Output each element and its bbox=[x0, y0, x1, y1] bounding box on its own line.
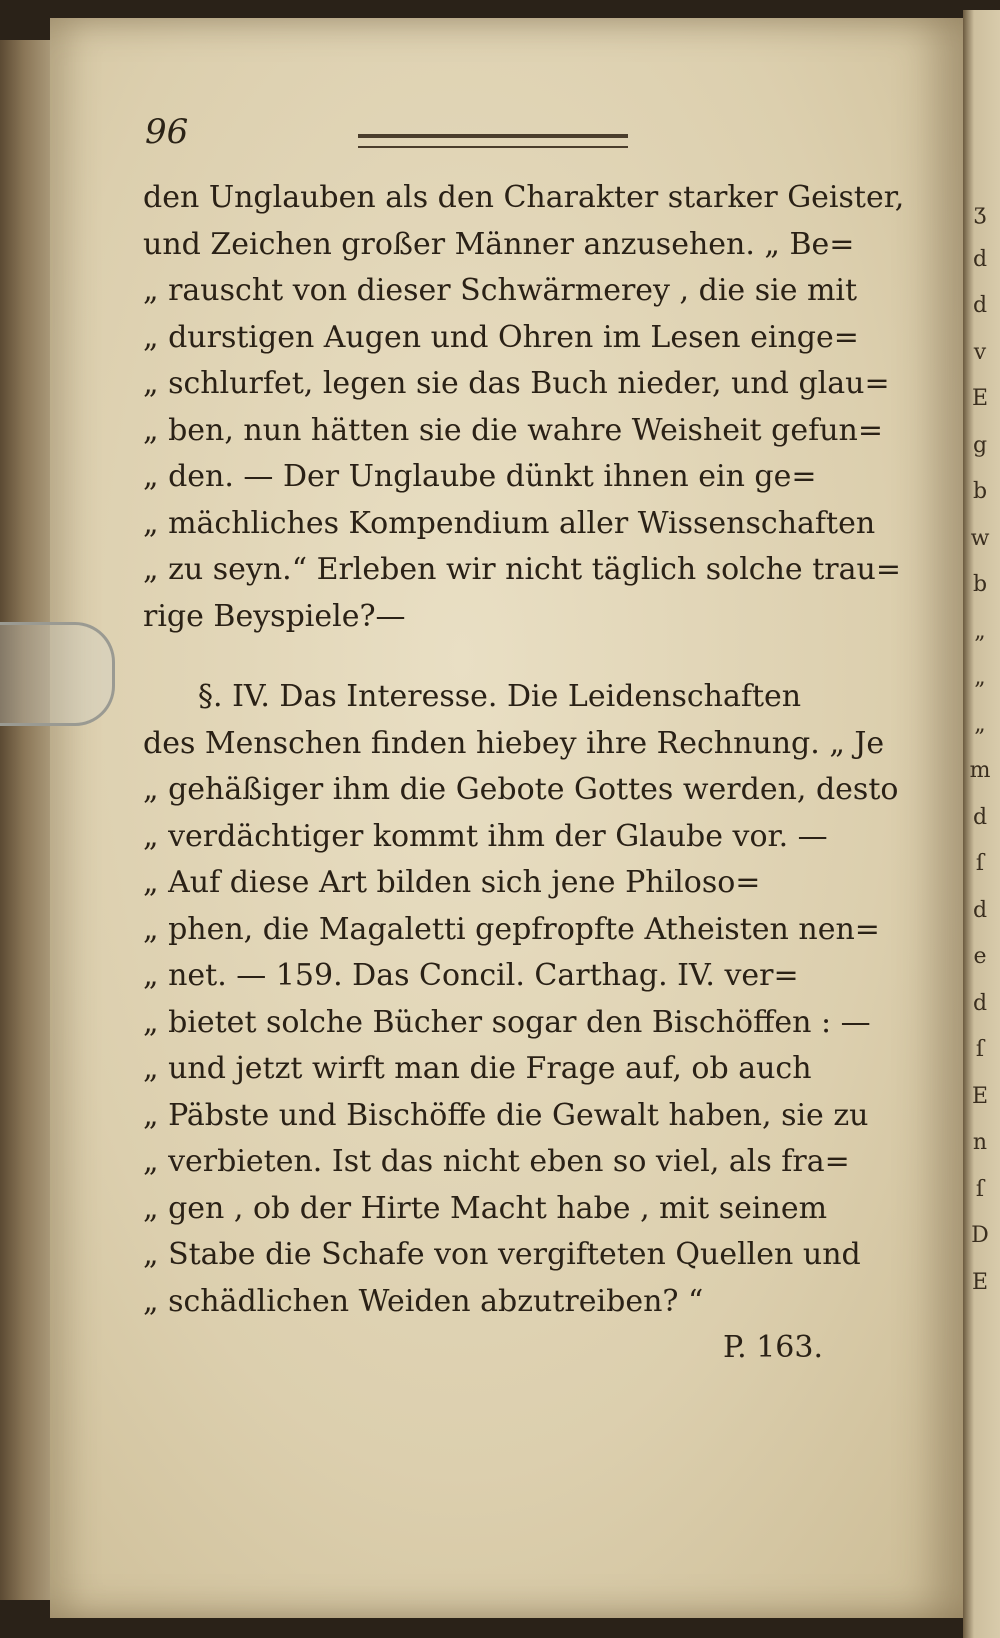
footnote-reference: P. 163. bbox=[723, 1330, 823, 1365]
fragment-letter: E bbox=[971, 1083, 989, 1109]
body-text bbox=[143, 175, 905, 1372]
text-line: „ durstigen Augen und Ohren im Lesen einge= bbox=[143, 319, 859, 355]
fragment-letter: d bbox=[972, 990, 988, 1016]
text-line: „ bietet solche Bücher sogar den Bischöffen : — bbox=[143, 1004, 871, 1040]
fragment-letter: b bbox=[972, 479, 988, 504]
text-line: „ schlurfet, legen sie das Buch nieder, und glau= bbox=[143, 366, 890, 401]
text-line: „ den. — Der Unglaube dünkt ihnen ein ge= bbox=[143, 459, 817, 494]
text-line: „ Auf diese Art bilden sich jene Philoso= bbox=[143, 865, 761, 900]
text-line: und Zeichen großer Männer anzusehen. „ Be= bbox=[143, 226, 855, 262]
text-line: „ ben, nun hätten sie die wahre Weisheit gefun= bbox=[143, 412, 883, 448]
text-line: „ verbieten. Ist das nicht eben so viel, als fra= bbox=[143, 1144, 850, 1179]
fragment-letter: ſ bbox=[975, 1037, 985, 1062]
fragment-letter: „ bbox=[974, 711, 986, 737]
fragment-letter: „ bbox=[974, 665, 986, 690]
text-line: „ Päbste und Bischöffe die Gewalt haben, sie zu bbox=[143, 1097, 869, 1133]
text-line: rige Beyspiele?— bbox=[143, 598, 406, 634]
fragment-letter: d bbox=[972, 246, 988, 272]
fragment-letter: E bbox=[971, 1269, 989, 1295]
fragment-letter: b bbox=[972, 572, 988, 597]
paragraph-gap bbox=[143, 640, 843, 674]
fragment-letter: d bbox=[972, 804, 988, 830]
fragment-letter: n bbox=[972, 1130, 988, 1155]
text-line: „ net. — 159. Das Concil. Carthag. IV. ver= bbox=[143, 958, 799, 993]
section-heading-line: §. IV. Das Interesse. Die Leidenschaften bbox=[198, 679, 802, 714]
fragment-letter: m bbox=[969, 758, 991, 783]
text-line: den Unglauben als den Charakter starker Geister, bbox=[143, 180, 905, 215]
fragment-letter: d bbox=[972, 293, 988, 318]
fragment-letter: ſ bbox=[975, 851, 985, 876]
text-line: „ phen, die Magaletti gepfropfte Atheisten nen= bbox=[143, 911, 880, 947]
fragment-letter: g bbox=[972, 432, 988, 458]
facing-page-fragments bbox=[965, 190, 995, 1306]
text-line: des Menschen finden hiebey ihre Rechnung. „ Je bbox=[143, 725, 885, 761]
text-line: „ Stabe die Schafe von vergifteten Quellen und bbox=[143, 1237, 861, 1272]
fragment-letter: w bbox=[970, 525, 990, 551]
fragment-letter: e bbox=[973, 944, 987, 969]
text-line: „ schädlichen Weiden abzutreiben? “ bbox=[143, 1283, 704, 1319]
page-number: 96 bbox=[145, 112, 189, 152]
text-line: „ mächliches Kompendium aller Wissenschaften bbox=[143, 505, 876, 541]
header-ornament-rule bbox=[358, 134, 628, 148]
text-line: „ gehäßiger ihm die Gebote Gottes werden, desto bbox=[143, 772, 899, 807]
text-line: „ verdächtiger kommt ihm der Glaube vor. — bbox=[143, 818, 828, 854]
fragment-letter: d bbox=[972, 897, 988, 923]
text-line: „ rauscht von dieser Schwärmerey , die sie mit bbox=[143, 273, 858, 308]
fragment-letter: E bbox=[971, 386, 989, 411]
fragment-letter: D bbox=[971, 1223, 989, 1248]
text-line: „ und jetzt wirft man die Frage auf, ob auch bbox=[143, 1051, 812, 1086]
page-header bbox=[145, 112, 835, 162]
text-line: „ gen , ob der Hirte Macht habe , mit seinem bbox=[143, 1190, 828, 1226]
text-line: „ zu seyn.“ Erleben wir nicht täglich solche trau= bbox=[143, 552, 901, 587]
fragment-letter: „ bbox=[974, 618, 986, 644]
bookmark-clip bbox=[0, 622, 115, 726]
fragment-letter: ſ bbox=[975, 1176, 985, 1202]
fragment-letter: v bbox=[973, 339, 987, 365]
fragment-letter: ʒ bbox=[973, 200, 987, 225]
